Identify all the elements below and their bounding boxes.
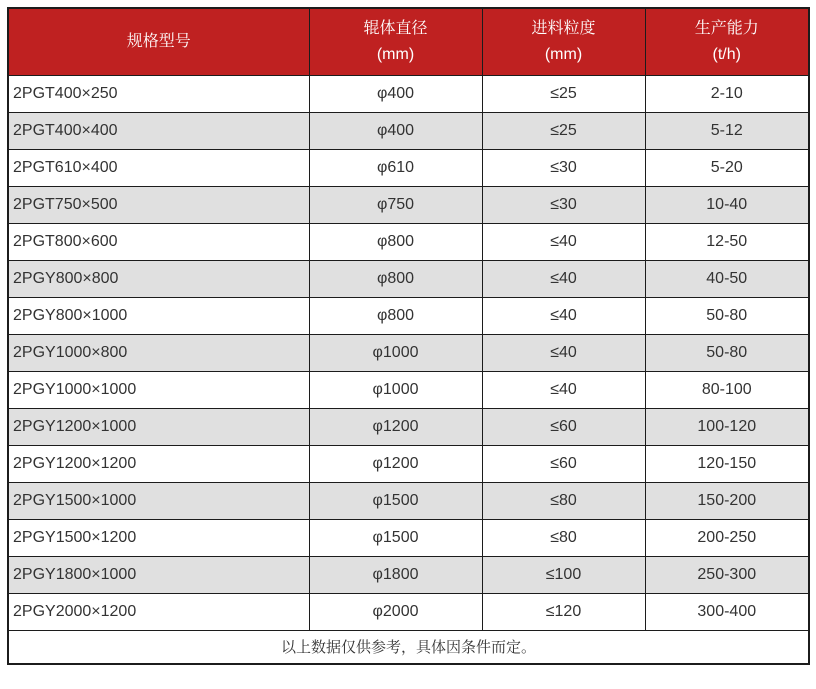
model-cell: 2PGY1500×1200: [8, 519, 309, 556]
column-header-capacity-label: 生产能力: [694, 19, 759, 37]
feed-size-cell: ≤80: [482, 482, 645, 519]
column-header-roller-diameter: [309, 8, 482, 75]
capacity-cell: 40-50: [645, 260, 809, 297]
capacity-cell: 2-10: [645, 75, 809, 112]
table-footer: [8, 630, 809, 664]
capacity-cell: 50-80: [645, 334, 809, 371]
model-cell: 2PGT400×250: [8, 75, 309, 112]
model-cell: 2PGY800×1000: [8, 297, 309, 334]
diameter-cell: φ400: [309, 112, 482, 149]
model-cell: 2PGY2000×1200: [8, 593, 309, 630]
model-cell: 2PGY1500×1000: [8, 482, 309, 519]
diameter-cell: φ1800: [309, 556, 482, 593]
diameter-cell: φ1500: [309, 482, 482, 519]
table-row: [8, 593, 809, 630]
column-header-model: [8, 8, 309, 75]
table-row: [8, 112, 809, 149]
feed-size-cell: ≤40: [482, 297, 645, 334]
capacity-cell: 250-300: [645, 556, 809, 593]
capacity-cell: 50-80: [645, 297, 809, 334]
table-row: [8, 556, 809, 593]
spec-table: [7, 7, 810, 665]
diameter-cell: φ610: [309, 149, 482, 186]
capacity-cell: 120-150: [645, 445, 809, 482]
feed-size-cell: ≤40: [482, 334, 645, 371]
diameter-cell: φ1000: [309, 371, 482, 408]
feed-size-cell: ≤30: [482, 149, 645, 186]
diameter-cell: φ800: [309, 260, 482, 297]
table-row: [8, 260, 809, 297]
capacity-cell: 5-12: [645, 112, 809, 149]
feed-size-cell: ≤120: [482, 593, 645, 630]
feed-size-cell: ≤60: [482, 445, 645, 482]
diameter-cell: φ1000: [309, 334, 482, 371]
column-header-feed-size: [482, 8, 645, 75]
capacity-cell: 150-200: [645, 482, 809, 519]
model-cell: 2PGT400×400: [8, 112, 309, 149]
feed-size-cell: ≤25: [482, 112, 645, 149]
capacity-cell: 10-40: [645, 186, 809, 223]
table-row: [8, 519, 809, 556]
table-row: [8, 75, 809, 112]
model-cell: 2PGT800×600: [8, 223, 309, 260]
diameter-cell: φ400: [309, 75, 482, 112]
column-header-roller-diameter-label: 辊体直径: [363, 19, 428, 37]
diameter-cell: φ800: [309, 223, 482, 260]
diameter-cell: φ1500: [309, 519, 482, 556]
table-row: [8, 334, 809, 371]
capacity-cell: 12-50: [645, 223, 809, 260]
feed-size-cell: ≤40: [482, 371, 645, 408]
model-cell: 2PGY1200×1200: [8, 445, 309, 482]
table-body: [8, 75, 809, 630]
footnote-row: [8, 630, 809, 664]
feed-size-cell: ≤100: [482, 556, 645, 593]
capacity-cell: 80-100: [645, 371, 809, 408]
table-row: [8, 445, 809, 482]
feed-size-cell: ≤40: [482, 260, 645, 297]
capacity-cell: 100-120: [645, 408, 809, 445]
header-row: [8, 8, 809, 75]
column-header-model-label: 规格型号: [126, 32, 191, 50]
feed-size-cell: ≤80: [482, 519, 645, 556]
model-cell: 2PGT750×500: [8, 186, 309, 223]
capacity-cell: 300-400: [645, 593, 809, 630]
diameter-cell: φ750: [309, 186, 482, 223]
model-cell: 2PGY1800×1000: [8, 556, 309, 593]
table-row: [8, 371, 809, 408]
diameter-cell: φ2000: [309, 593, 482, 630]
model-cell: 2PGY1000×800: [8, 334, 309, 371]
capacity-cell: 5-20: [645, 149, 809, 186]
diameter-cell: φ800: [309, 297, 482, 334]
model-cell: 2PGY1200×1000: [8, 408, 309, 445]
capacity-cell: 200-250: [645, 519, 809, 556]
table-row: [8, 482, 809, 519]
footnote-text: 以上数据仅供参考，具体因条件而定。: [8, 630, 809, 664]
feed-size-cell: ≤30: [482, 186, 645, 223]
diameter-cell: φ1200: [309, 445, 482, 482]
table-row: [8, 223, 809, 260]
column-header-feed-size-label: 进料粒度: [531, 19, 596, 37]
column-header-feed-size-unit: (mm): [544, 45, 583, 63]
column-header-capacity: [645, 8, 809, 75]
feed-size-cell: ≤25: [482, 75, 645, 112]
table-row: [8, 408, 809, 445]
feed-size-cell: ≤40: [482, 223, 645, 260]
diameter-cell: φ1200: [309, 408, 482, 445]
model-cell: 2PGT610×400: [8, 149, 309, 186]
model-cell: 2PGY800×800: [8, 260, 309, 297]
table-row: [8, 297, 809, 334]
table-header: [8, 8, 809, 75]
feed-size-cell: ≤60: [482, 408, 645, 445]
table-row: [8, 186, 809, 223]
model-cell: 2PGY1000×1000: [8, 371, 309, 408]
column-header-roller-diameter-unit: (mm): [376, 45, 415, 63]
column-header-capacity-unit: (t/h): [712, 45, 741, 63]
table-row: [8, 149, 809, 186]
